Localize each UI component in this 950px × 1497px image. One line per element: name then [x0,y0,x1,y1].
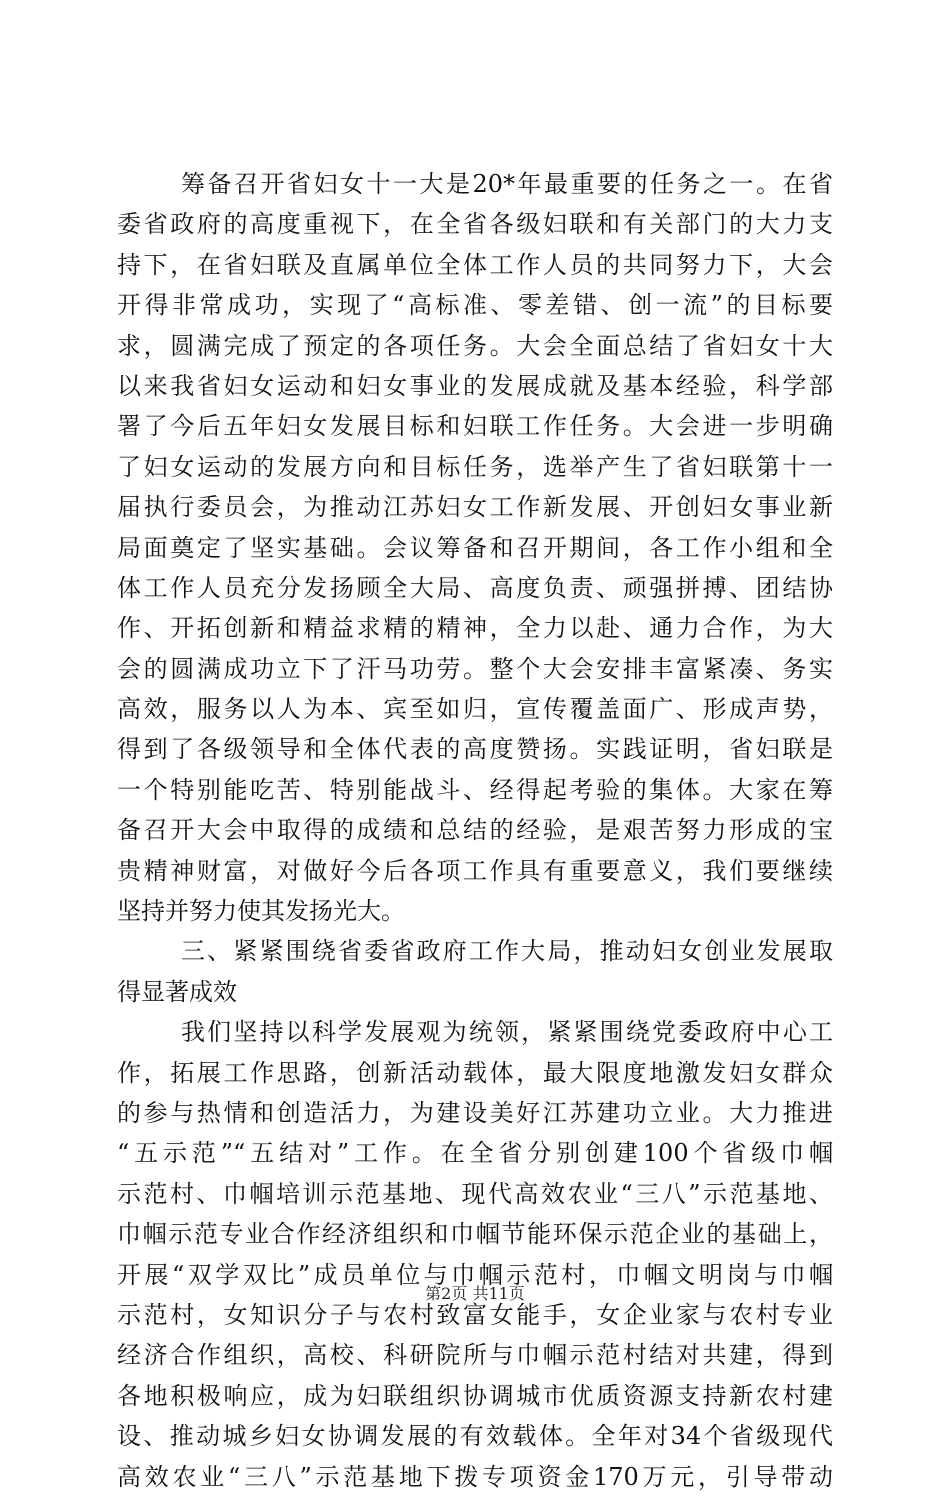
text-line: 坚持并努力使其发扬光大。 [117,897,405,926]
text-line: 了妇女运动的发展方向和目标任务，选举产生了省妇联第十一 [117,452,833,481]
text-line: “五示范”“五结对”工作。在全省分别创建100个省级巾帼 [117,1139,833,1168]
text-line: 我们坚持以科学发展观为统领，紧紧围绕党委政府中心工 [181,1018,833,1047]
section-heading-cont: 得显著成效 [117,977,237,1006]
text-line: 设、推动城乡妇女协调发展的有效载体。全年对34个省级现代 [117,1422,833,1451]
text-line: 作、开拓创新和精益求精的精神，全力以赴、通力合作，为大 [117,614,833,643]
text-line: 会的圆满成功立下了汗马功劳。整个大会安排丰富紧凑、务实 [117,654,833,683]
text-line: 作，拓展工作思路，创新活动载体，最大限度地激发妇女群众 [117,1058,833,1087]
text-line: 各地积极响应，成为妇联组织协调城市优质资源支持新农村建 [117,1381,833,1410]
text-line: 得到了各级领导和全体代表的高度赞扬。实践证明，省妇联是 [117,735,833,764]
text-line: 开得非常成功，实现了“高标准、零差错、创一流”的目标要 [117,291,833,320]
text-line: 巾帼示范专业合作经济组织和巾帼节能环保示范企业的基础上， [117,1220,833,1249]
text-line: 一个特别能吃苦、特别能战斗、经得起考验的集体。大家在筹 [117,775,833,804]
text-line: 经济合作组织，高校、科研院所与巾帼示范村结对共建，得到 [117,1341,833,1370]
text-line: 的参与热情和创造活力，为建设美好江苏建功立业。大力推进 [117,1098,833,1127]
text-line: 署了今后五年妇女发展目标和妇联工作任务。大会进一步明确 [117,412,833,441]
text-line: 局面奠定了坚实基础。会议筹备和召开期间，各工作小组和全 [117,533,833,562]
text-line: 高效农业“三八”示范基地下拨专项资金170万元，引导带动 [117,1462,833,1491]
text-line: 示范村，女知识分子与农村致富女能手，女企业家与农村专业 [117,1300,833,1329]
text-line: 备召开大会中取得的成绩和总结的经验，是艰苦努力形成的宝 [117,816,833,845]
page-footer: 第2页 共11页 [425,1284,525,1303]
text-line: 委省政府的高度重视下，在全省各级妇联和有关部门的大力支 [117,210,833,239]
text-line: 示范村、巾帼培训示范基地、现代高效农业“三八”示范基地、 [117,1179,833,1208]
text-line: 开展“双学双比”成员单位与巾帼示范村，巾帼文明岗与巾帼 [117,1260,833,1289]
text-line: 筹备召开省妇女十一大是20*年最重要的任务之一。在省 [181,170,833,198]
text-line: 体工作人员充分发扬顾全大局、高度负责、顽强拼搏、团结协 [117,573,833,602]
text-line: 持下，在省妇联及直属单位全体工作人员的共同努力下，大会 [117,250,833,279]
text-line: 贵精神财富，对做好今后各项工作具有重要意义，我们要继续 [117,856,833,885]
text-line: 以来我省妇女运动和妇女事业的发展成就及基本经验，科学部 [117,371,833,400]
text-line: 求，圆满完成了预定的各项任务。大会全面总结了省妇女十大 [117,331,833,360]
text-line: 届执行委员会，为推动江苏妇女工作新发展、开创妇女事业新 [117,493,833,522]
section-heading: 三、紧紧围绕省委省政府工作大局，推动妇女创业发展取 [181,937,833,966]
text-line: 高效，服务以人为本、宾至如归，宣传覆盖面广、形成声势， [117,695,833,724]
